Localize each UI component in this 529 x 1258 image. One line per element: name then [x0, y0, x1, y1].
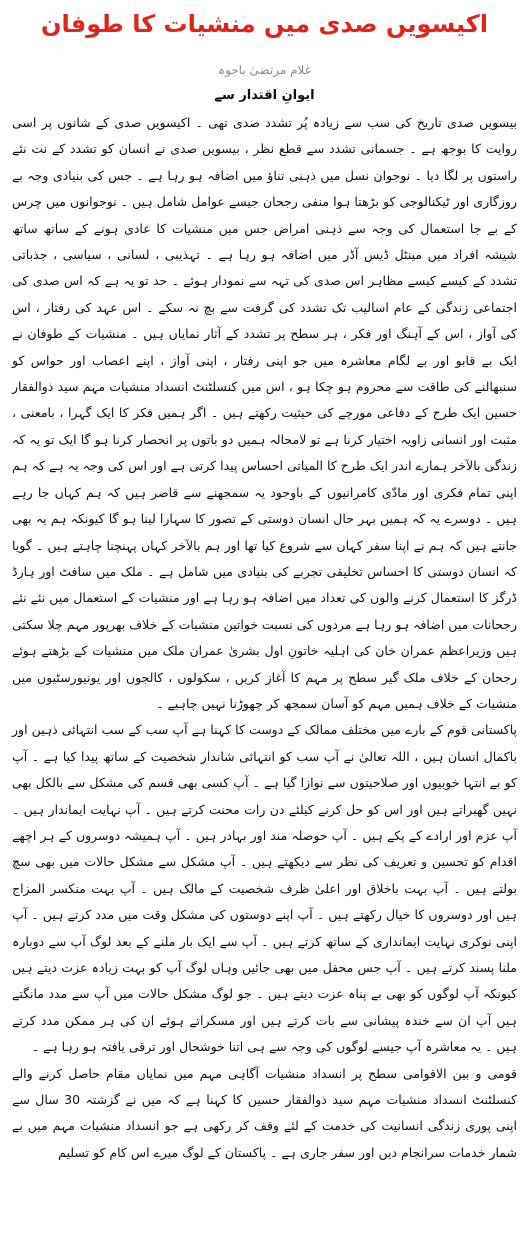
article-body [12, 110, 517, 1166]
article-paragraph-1: بیسویں صدی تاریخ کی سب سے زیادہ پُر تشدد صدی تھی ۔ اکیسویں صدی کے شانوں پر اسی روایت کا بوجھ ہے ۔ جسمانی تشدد سے قطع نظر ، بیسویں صدی نے انسان کو تشدد کے نت نئے راستوں پر لگا دیا ۔ نوجوان نسل میں ذہنی تناؤ میں اضافہ ہو رہا ہے ۔ جس کی بنیادی وجہ بے روزگاری اور ٹیکنالوجی کو بڑھتا ہوا منفی رجحان جیسے عوامل شامل ہیں ۔ نوجوانوں میں چرس کے بے جا استعمال کی وجہ سے ذہنی امراض جس میں منشیات کا عادی ہونے کے ساتھ ساتھ شیشہ افراد میں مینٹل ڈیس آڈر میں اضافہ ہو رہا ہے ۔ تہذیبی ، لسانی ، سیاسی ، جذباتی تشدد کے کیسے کیسے مظاہر اس صدی کی تہہ سے نمودار ہوئے ۔ حد تو یہ ہے کہ اس صدی کی اجتماعی زندگی کے عام اسالیب تک تشدد کی گرفت سے بچ نہ سکے ۔ اس عہد کی رفتار ، اس کی آواز ، اس کے آہنگ اور فکر ، ہر سطح پر تشدد کے آثار نمایاں ہیں ۔ منشیات کے طوفان نے ایک بے قابو اور بے لگام معاشرہ میں جو اپنی رفتار ، اپنی آواز ، اپنے اعصاب اور حواس کو سنبھالنے کی طاقت سے محروم ہو چکا ہو ، اس میں کنسلٹنٹ انسداد منشیات مہم سید ذوالفقار حسین ایک طرح کے دفاعی مورچے کی حیثیت رکھتے ہیں ۔ اگر ہمیں فکر کا ایک گہرا ، بامعنی ، مثبت اور انسانی زاویہ اختیار کرنا ہے تو لامحالہ ہمیں دو باتوں پر انحصار کرنا ہو گا ایک تو یہ کہ زندگی بالآخر ہمارے اندر ایک طرح کا المیاتی احساس پیدا کرتی ہے اور اس کی وجہ یہ ہے کہ ہم اپنی تمام فکری اور مادّی کامرانیوں کے باوجود یہ سمجھنے سے قاصر ہیں کہ ہم کہاں جا رہے ہیں ۔ دوسرے یہ کہ ہمیں بہر حال انسان دوستی کے تصور کا سہارا لینا ہو گا کیونکہ ہم یہ بھی جانتے ہیں کہ ہم نے اپنا سفر کہاں سے شروع کیا تھا اور ہم بالآخر کہاں پہنچنا چاہتے ہیں ۔ گویا کہ انسان دوستی کا احساس تخلیقی تجربے کی بنیادی میں شامل ہے ۔ ملک میں سافٹ اور ہارڈ ڈرگز کا استعمال کرنے والوں کی تعداد میں اضافہ ہو رہا ہے اور منشیات کے استعمال میں نئے نئے رجحانات میں اضافہ ہو رہا ہے مردوں کی نسبت خواتین منشیات کے خلاف بھرپور مہم چلا سکتی ہیں وزیراعظم عمران خان کی اہلیہ خاتونِ اول بشریٰ عمران ملک میں منشیات کے بڑھتے ہوئے رجحان کے خلاف ملک گیر سطح پر مہم کا آغاز کریں ، سکولوں ، کالجوں اور یونیورسٹیوں میں منشیات کے خلاف ہمیں مہم کو آسان سمجھ کر چھوڑنا نہیں چاہیے ۔ [12, 115, 517, 711]
author-byline: غلام مرتضیٰ باجوہ [218, 63, 311, 77]
article-headline: اکیسویں صدی میں منشیات کا طوفان [41, 10, 488, 38]
article-paragraph-2: پاکستانی قوم کے بارے میں مختلف ممالک کے دوست کا کہنا ہے آپ سب کے سب انتہائی ذہین اور باکمال انسان ہیں ، اللہ تعالیٰ نے آپ سب کو انتہائی شاندار شخصیت کے ساتھ پیدا کیا ہے ۔ آپ کو بے انتہا خوبیوں اور صلاحیتوں سے نوازا گیا ہے ۔ آپ کسی بھی قسم کی مشکل سے بالکل بھی نہیں گھبراتے ہیں اور اس کو حل کرنے کیلئے دن رات محنت کرتے ہیں ۔ آپ نہایت ایماندار ہیں ۔ آپ عزم اور ارادے کے پکے ہیں ۔ آپ حوصلہ مند اور بہادر ہیں ۔ آپ ہمیشہ دوسروں کے ہر اچھے اقدام کو تحسین و تعریف کی نظر سے دیکھتے ہیں ۔ آپ مشکل سے مشکل حالات میں بھی سچ بولتے ہیں ۔ آپ بہت باخلاق اور اعلیٰ ظرف شخصیت کے مالک ہیں ۔ آپ بہت منکسر المزاج ہیں اور دوسروں کا خیال رکھتے ہیں ۔ آپ اپنے دوستوں کی مشکل وقت میں مدد کرتے ہیں ۔ آپ اپنی نوکری نہایت ایمانداری کے ساتھ کرتے ہیں ۔ آپ سے ایک بار ملنے کے بعد لوگ آپ سے دوبارہ ملنا پسند کرتے ہیں ۔ آپ جس محفل میں بھی جائیں وہاں لوگ آپ کو بہت زیادہ عزت دیتے ہیں کیونکہ آپ لوگوں کو بھی بے پناہ عزت دیتے ہیں ۔ جو لوگ مشکل حالات میں آپ سے مدد مانگتے ہیں آپ ان سے خندہ پیشانی سے بات کرتے ہیں اور مسکراتے ہوئے ان کی ہر ممکن مدد کرتے ہیں ۔ یہ معاشرہ آپ جیسے لوگوں کی وجہ سے ہی اتنا خوشحال اور ترقی یافتہ ہو رہا ہے ۔ [12, 722, 517, 1055]
article-paragraph-3: قومی و بین الاقوامی سطح پر انسداد منشیات آگاہی مہم میں نمایاں مقام حاصل کرنے والے کنسلٹنٹ انسداد منشیات مہم سید ذوالفقار حسین کا کہنا ہے کہ میں نے گزشتہ 30 سال سے اپنی پوری زندگی انسانیت کی خدمت کے لئے وقف کر رکھی ہے جو انسداد منشیات مہم میں بے شمار خدمات سرانجام دیں اور سفر جاری ہے ۔ پاکستان کے لوگ میرے اس کام کو تسلیم [12, 1065, 518, 1160]
column-title: ایوانِ اقتدار سے [214, 88, 315, 103]
